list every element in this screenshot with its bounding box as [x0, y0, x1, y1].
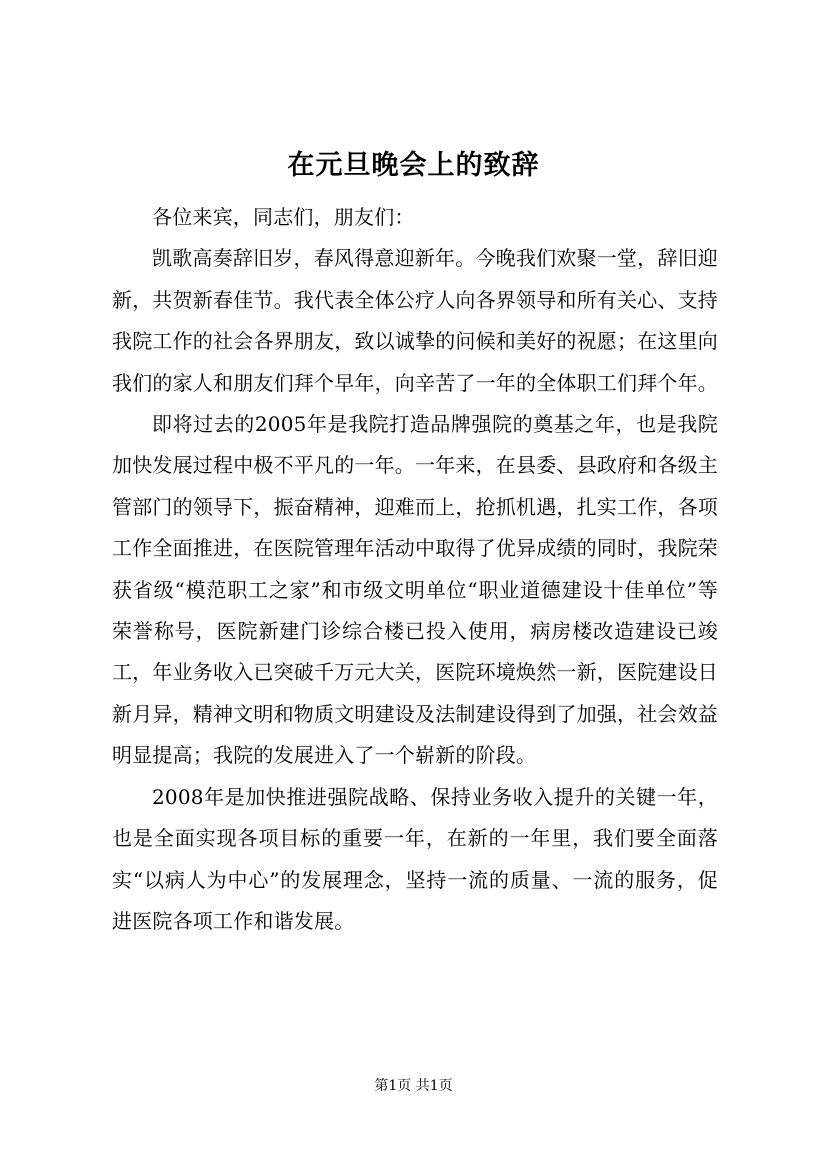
salutation-paragraph: 各位来宾，同志们，朋友们： — [152, 205, 415, 229]
body-paragraph-1: 凯歌高奏辞旧岁，春风得意迎新年。今晚我们欢聚一堂，辞旧迎新，共贺新春佳节。我代表全体公疗人向各界领导和所有关心、支持我院工作的社会各界朋友，致以诚挚的问候和美好的祝愿；在这里向我们的家人和朋友们拜个早年，向辛苦了一年的全体职工们拜个年。 — [112, 246, 718, 395]
page-number-footer: 第1页 共1页 — [374, 1078, 453, 1094]
document-title: 在元旦晚会上的致辞 — [287, 150, 540, 181]
document-body — [112, 197, 718, 942]
body-paragraph-3: 2008年是加快推进强院战略、保持业务收入提升的关键一年，也是全面实现各项目标的重要一年，在新的一年里，我们要全面落实“以病人为中心”的发展理念，坚持一流的质量、一流的服务，促进医院各项工作和谐发展。 — [112, 784, 718, 933]
body-paragraph-2: 即将过去的2005年是我院打造品牌强院的奠基之年，也是我院加快发展过程中极不平凡的一年。一年来，在县委、县政府和各级主管部门的领导下，振奋精神，迎难而上，抢抓机遇，扎实工作，各项工作全面推进，在医院管理年活动中取得了优异成绩的同时，我院荣获省级“模范职工之家”和市级文明单位“职业道德建设十佳单位”等荣誉称号，医院新建门诊综合楼已投入使用，病房楼改造建设已竣工，年业务收入已突破千万元大关，医院环境焕然一新，医院建设日新月异，精神文明和物质文明建设及法制建设得到了加强，社会效益明显提高；我院的发展进入了一个崭新的阶段。 — [112, 412, 718, 768]
